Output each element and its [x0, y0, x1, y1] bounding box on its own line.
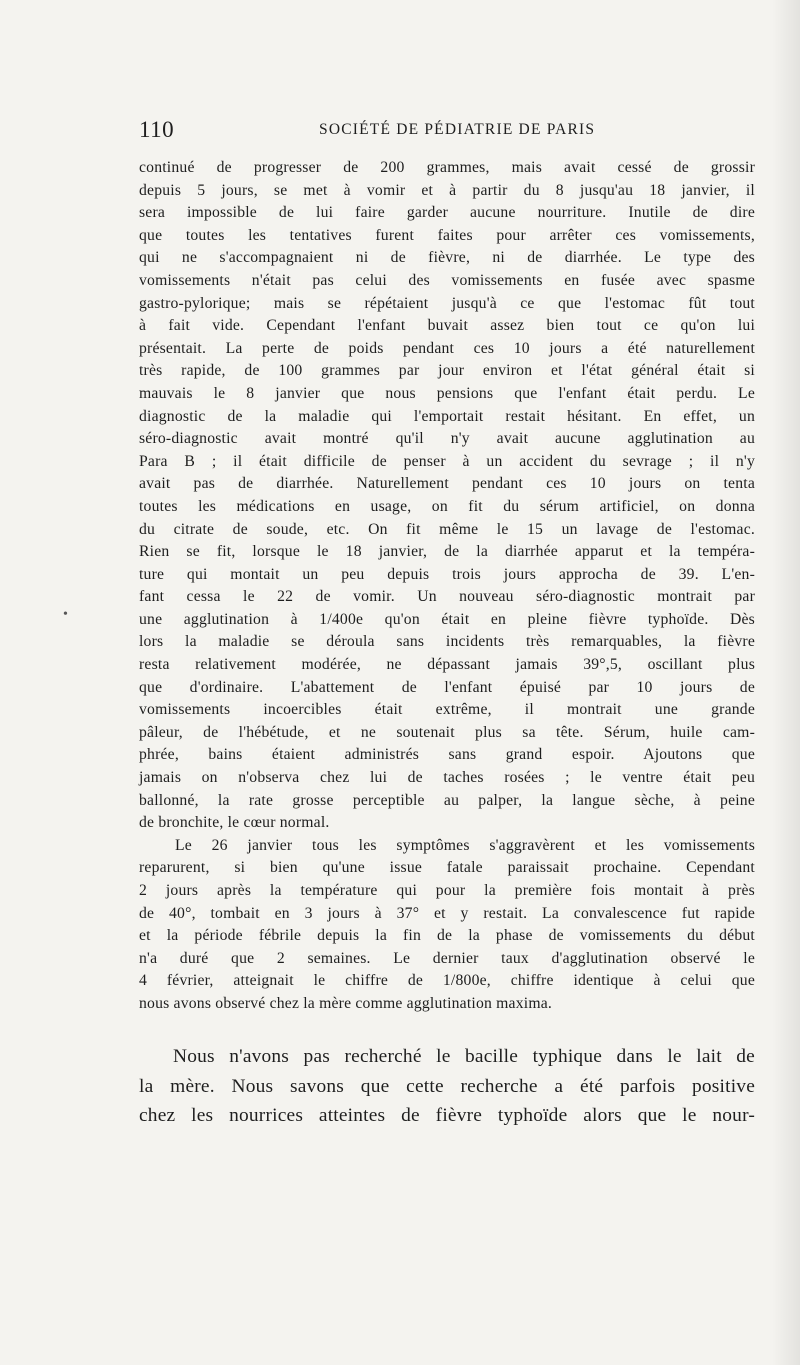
text-line: chez les nourrices atteintes de fièvre typhoïde alors que le nour-: [139, 1105, 755, 1126]
margin-mark: •: [63, 607, 68, 622]
text-line: la mère. Nous savons que cette recherche a été parfois positive: [139, 1075, 755, 1097]
text-line: n'a duré que 2 semaines. Le dernier taux d'agglutination observé le: [139, 949, 755, 967]
text-line: reparurent, si bien qu'une issue fatale paraissait prochaine. Cependant: [139, 859, 755, 877]
text-line: ture qui montait un peu depuis trois jours approcha de 39. L'en-: [139, 565, 755, 583]
text-line: pâleur, de l'hébétude, et ne soutenait plus sa tête. Sérum, huile cam-: [139, 723, 755, 741]
text-line: resta relativement modérée, ne dépassant jamais 39°,5, oscillant plus: [139, 656, 755, 674]
text-line: vomissements n'était pas celui des vomissements en fusée avec spasme: [139, 271, 755, 289]
text-line: présentait. La perte de poids pendant ces 10 jours a été naturellement: [139, 339, 755, 357]
text-line: jamais on n'observa chez lui de taches rosées ; le ventre était peu: [139, 769, 755, 787]
text-line: continué de progresser de 200 grammes, mais avait cessé de grossir: [139, 159, 755, 176]
text-line: nous avons observé chez la mère comme agglutination maxima.: [139, 994, 553, 1012]
text-line: une agglutination à 1/400e qu'on était en pleine fièvre typhoïde. Dès: [139, 610, 755, 628]
text-line: 4 février, atteignait le chiffre de 1/800e, chiffre identique à celui que: [139, 972, 755, 990]
text-line: toutes les médications en usage, on fit du sérum artificiel, on donna: [139, 497, 755, 515]
text-line: lors la maladie se déroula sans incidents très remarquables, la fièvre: [139, 633, 755, 651]
text-line: séro-diagnostic avait montré qu'il n'y avait aucune agglutination au: [139, 430, 755, 448]
text-line: très rapide, de 100 grammes par jour environ et l'état général était si: [139, 362, 755, 380]
text-line: phrée, bains étaient administrés sans grand espoir. Ajoutons que: [139, 746, 755, 764]
text-line: 2 jours après la température qui pour la première fois montait à près: [139, 882, 755, 899]
text-line: du citrate de soude, etc. On fit même le 15 un lavage de l'estomac.: [139, 520, 755, 538]
text-line: Nous n'avons pas recherché le bacille typhique dans le lait de: [173, 1046, 755, 1067]
text-line: qui ne s'accompagnaient ni de fièvre, ni de diarrhée. Le type des: [139, 249, 755, 267]
page-header: [139, 113, 759, 147]
text-line: avait pas de diarrhée. Naturellement pendant ces 10 jours on tenta: [139, 475, 755, 493]
text-line: Para B ; il était difficile de penser à un accident du sevrage ; il n'y: [139, 452, 755, 470]
text-line: sera impossible de lui faire garder aucune nourriture. Inutile de dire: [139, 204, 755, 222]
text-line: mauvais le 8 janvier que nous pensions que l'enfant était perdu. Le: [139, 384, 755, 402]
text-line: vomissements incoercibles était extrême, il montrait une grande: [139, 701, 755, 719]
text-line: et la période fébrile depuis la fin de la phase de vomissements du début: [139, 927, 755, 945]
text-line: gastro-pylorique; mais se répétaient jusqu'à ce que l'estomac fût tout: [139, 294, 755, 312]
body-text: [139, 157, 755, 1016]
text-line: de bronchite, le cœur normal.: [139, 814, 330, 832]
binding-gutter-shadow: [772, 0, 800, 1365]
text-line: Rien se fit, lorsque le 18 janvier, de la diarrhée apparut et la tempéra-: [139, 543, 755, 561]
text-line: ballonné, la rate grosse perceptible au palper, la langue sèche, à peine: [139, 791, 755, 809]
large-print-paragraph: [139, 1042, 755, 1131]
text-line: Le 26 janvier tous les symptômes s'aggravèrent et les vomissements: [175, 836, 755, 854]
text-line: diagnostic de la maladie qui l'emportait restait hésitant. En effet, un: [139, 407, 755, 425]
text-line: que d'ordinaire. L'abattement de l'enfant épuisé par 10 jours de: [139, 678, 755, 696]
running-title: SOCIÉTÉ DE PÉDIATRIE DE PARIS: [319, 121, 596, 138]
text-line: que toutes les tentatives furent faites pour arrêter ces vomissements,: [139, 226, 755, 244]
text-line: depuis 5 jours, se met à vomir et à partir du 8 jusqu'au 18 janvier, il: [139, 181, 755, 199]
page-number: 110: [139, 117, 175, 142]
text-line: de 40°, tombait en 3 jours à 37° et y restait. La convalescence fut rapide: [139, 904, 755, 922]
text-line: à fait vide. Cependant l'enfant buvait assez bien tout ce qu'on lui: [139, 317, 755, 335]
text-line: fant cessa le 22 de vomir. Un nouveau séro-diagnostic montrait par: [139, 588, 755, 606]
